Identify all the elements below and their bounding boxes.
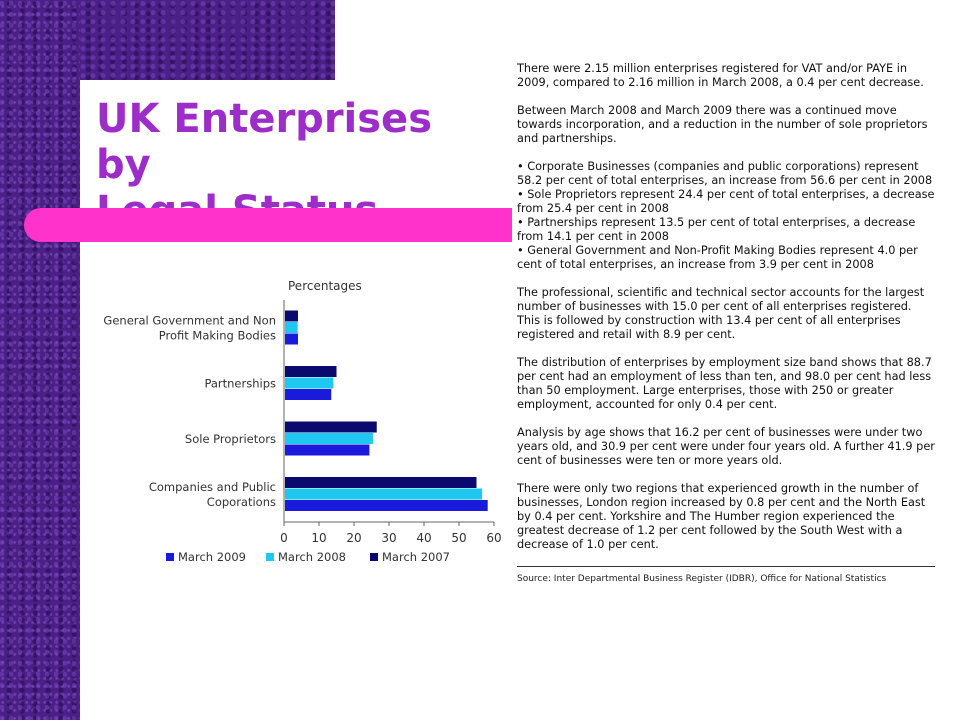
bar-march-2008-1	[285, 378, 333, 389]
divider	[517, 566, 935, 567]
paragraph-employment: The distribution of enterprises by employment size band shows that 88.7 per cent had an employment of less than ten, and 98.0 per cent had less than 50 employment. Large enterprises, those with 250 or greater employment, accounted for only 0.4 per cent.	[517, 356, 932, 411]
source-note: Source: Inter Departmental Business Register (IDBR), Office for National Statistics	[517, 574, 887, 584]
category-label-1-0: Partnerships	[204, 376, 276, 391]
bar-march-2007-0	[285, 311, 298, 322]
accent-bar	[24, 208, 512, 242]
bullet-sole-proprietors: • Sole Proprietors represent 24.4 per cent of total enterprises, a decrease from 25.4 per cent in 2008	[517, 188, 935, 215]
bar-march-2008-3	[285, 489, 482, 500]
bullet-list	[517, 160, 937, 272]
bar-march-2009-3	[285, 500, 488, 511]
bullet-corporate: • Corporate Businesses (companies and public corporations) represent 58.2 per cent of total enterprises, an increase from 56.6 per cent in 2008	[517, 160, 933, 187]
decorative-sidebar	[0, 0, 80, 720]
category-label-3-0: Companies and Public	[148, 479, 276, 494]
x-tick-label-50: 50	[451, 531, 467, 545]
category-label-0-0: General Government and Non	[103, 313, 276, 328]
bar-march-2009-2	[285, 445, 369, 456]
bullet-government: • General Government and Non-Profit Making Bodies represent 4.0 per cent of total enterprises, an increase from 3.9 per cent in 2008	[517, 244, 918, 271]
x-tick-label-40: 40	[416, 531, 432, 545]
legend-label-march-2008: March 2008	[278, 550, 346, 564]
paragraph-sectors: The professional, scientific and technical sector accounts for the largest number of businesses with 15.0 per cent of all enterprises registered. This is followed by construction with 13.4 per cent of all enterprises registered and retail with 8.9 per cent.	[517, 286, 925, 341]
bar-march-2008-0	[285, 322, 298, 333]
paragraph-regions: There were only two regions that experienced growth in the number of businesses, London region increased by 0.8 per cent and the North East by 0.4 per cent. Yorkshire and The Humber region experienced the greatest decrease of 1.2 per cent followed by the South West with a decrease of 1.0 per cent.	[517, 482, 926, 551]
legend-label-march-2007: March 2007	[382, 550, 450, 564]
legend-swatch-march-2009	[166, 553, 174, 561]
bullet-partnerships: • Partnerships represent 13.5 per cent of total enterprises, a decrease from 14.1 per cent in 2008	[517, 216, 916, 243]
category-label-0-1: Profit Making Bodies	[158, 328, 276, 343]
paragraph-incorporation: Between March 2008 and March 2009 there was a continued move towards incorporation, and a reduction in the number of sole proprietors and partnerships.	[517, 104, 928, 145]
category-label-3-1: Coporations	[206, 494, 276, 509]
paragraph-vat-registrations: There were 2.15 million enterprises registered for VAT and/or PAYE in 2009, compared to 2.16 million in March 2008, a 0.4 per cent decrease.	[517, 62, 924, 89]
slide-title-line-1: UK Enterprises by	[96, 96, 432, 188]
bar-march-2007-2	[285, 422, 377, 433]
bar-march-2007-1	[285, 366, 337, 377]
paragraph-age: Analysis by age shows that 16.2 per cent of businesses were under two years old, and 30.9 per cent were under four years old. A further 41.9 per cent of businesses were ten or more years old.	[517, 426, 935, 467]
legend-label-march-2009: March 2009	[178, 550, 246, 564]
legal-status-bar-chart	[80, 272, 500, 578]
decorative-top-band	[80, 0, 335, 80]
bar-march-2009-0	[285, 334, 298, 345]
legend-swatch-march-2007	[370, 553, 378, 561]
x-tick-label-20: 20	[346, 531, 362, 545]
bar-march-2008-2	[285, 433, 373, 444]
category-label-2-0: Sole Proprietors	[184, 431, 276, 446]
bar-march-2007-3	[285, 477, 477, 488]
legend-swatch-march-2008	[266, 553, 274, 561]
bar-march-2009-1	[285, 389, 331, 400]
text-panel	[517, 62, 937, 585]
chart-title: Percentages	[288, 279, 362, 293]
x-tick-label-60: 60	[486, 531, 502, 545]
x-tick-label-10: 10	[311, 531, 327, 545]
x-tick-label-0: 0	[280, 531, 288, 545]
x-tick-label-30: 30	[381, 531, 397, 545]
